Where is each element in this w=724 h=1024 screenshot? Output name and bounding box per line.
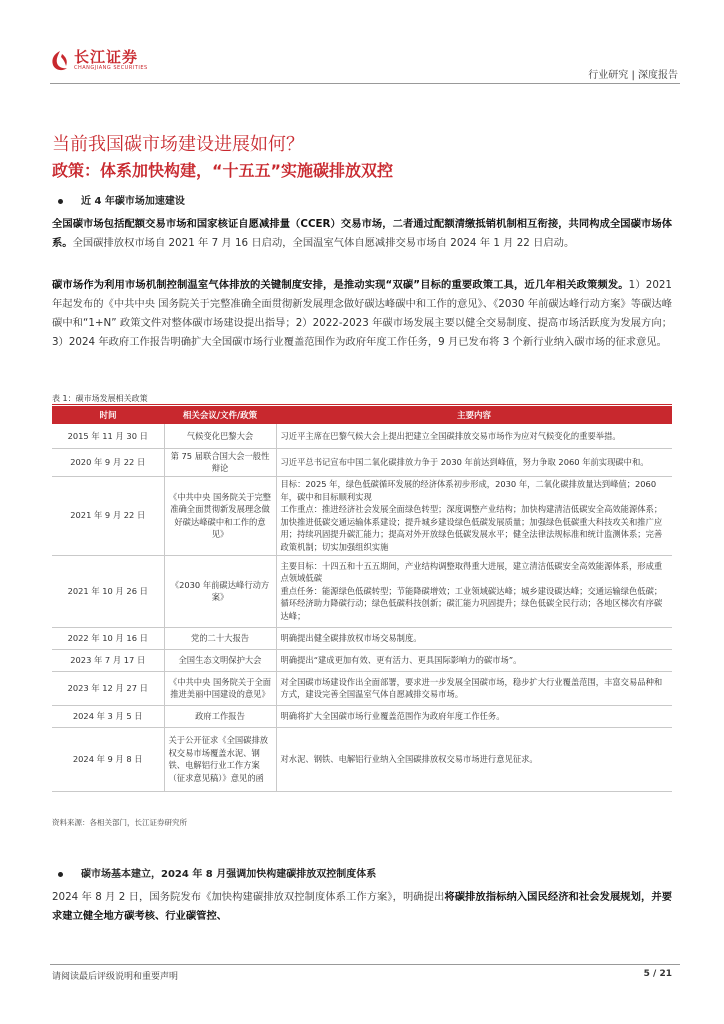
cell-policy: 全国生态文明保护大会 <box>164 649 276 671</box>
paragraph-3-bold-b: 碳排放指标纳入国民经济和社会发展规划，并要求建立健全地方碳考核、行业碳管控、 <box>52 891 673 922</box>
logo-mark-icon <box>50 50 70 72</box>
paragraph-1-text: 全国碳排放权市场自 2021 年 7 月 16 日启动，全国温室气体自愿减排交易市场自 2024 年 1 月 22 日启动。 <box>72 237 575 249</box>
table-row <box>52 627 672 649</box>
cell-policy: 第 75 届联合国大会一般性辩论 <box>164 448 276 476</box>
cell-content: 习近平主席在巴黎气候大会上提出把建立全国碳排放交易市场作为应对气候变化的重要举措。 <box>276 424 672 448</box>
cell-content: 对全国碳市场建设作出全面部署，要求进一步发展全国碳市场，稳步扩大行业覆盖范围，丰富交易品种和方式，建设完善全国温室气体自愿减排交易市场。 <box>276 671 672 705</box>
cell-date: 2024 年 9 月 8 日 <box>52 727 164 791</box>
table-header-row <box>52 406 672 424</box>
cell-date: 2024 年 3 月 5 日 <box>52 705 164 727</box>
cell-content: 习近平总书记宣布中国二氧化碳排放力争于 2030 年前达到峰值，努力争取 2060 年前实现碳中和。 <box>276 448 672 476</box>
policy-table <box>52 406 672 792</box>
footer-divider <box>50 964 680 965</box>
page-title: 当前我国碳市场建设进展如何？ <box>52 134 304 155</box>
table-source: 资料来源：各相关部门，长江证券研究所 <box>52 818 187 827</box>
cell-content: 明确提出健全碳排放权市场交易制度。 <box>276 627 672 649</box>
table-row <box>52 649 672 671</box>
cell-policy: 关于公开征求《全国碳排放权交易市场覆盖水泥、钢铁、电解铝行业工作方案（征求意见稿）》意见的函 <box>164 727 276 791</box>
cell-policy: 《中共中央 国务院关于全面推进美丽中国建设的意见》 <box>164 671 276 705</box>
cell-policy: 政府工作报告 <box>164 705 276 727</box>
header-divider <box>50 83 680 84</box>
table-caption: 表 1：碳市场发展相关政策 <box>52 394 148 403</box>
cell-date: 2015 年 11 月 30 日 <box>52 424 164 448</box>
cell-content: 对水泥、钢铁、电解铝行业纳入全国碳排放权交易市场进行意见征求。 <box>276 727 672 791</box>
paragraph-1 <box>52 215 672 253</box>
cell-content: 明确将扩大全国碳市场行业覆盖范围作为政府年度工作任务。 <box>276 705 672 727</box>
header-policy: 相关会议/文件/政策 <box>164 406 276 424</box>
cell-date: 2020 年 9 月 22 日 <box>52 448 164 476</box>
paragraph-2-bold: 碳市场作为利用市场机制控制温室气体排放的关键制度安排，是推动实现“双碳”目标的重要政策工具，近几年相关政策频发。 <box>52 279 629 291</box>
table-caption-line <box>52 404 672 405</box>
paragraph-1-bold: 全国碳市场包括配额交易市场和国家核证自愿减排量（CCER）交易市场，二者通过配额清缴抵销机制相互衔接，共同构成全国碳市场体系。 <box>52 218 672 249</box>
header-content: 主要内容 <box>276 406 672 424</box>
bullet-dot-icon <box>58 872 63 877</box>
bullet-dot-icon <box>58 199 63 204</box>
paragraph-3 <box>52 888 672 926</box>
table-row <box>52 476 672 555</box>
table-row <box>52 705 672 727</box>
bullet-text: 碳市场基本建立，2024 年 8 月强调加快构建碳排放双控制度体系 <box>81 869 377 880</box>
bullet-text: 近 4 年碳市场加速建设 <box>81 196 185 207</box>
cell-content: 主要目标：十四五和十五五期间，产业结构调整取得重大进展，建立清洁低碳安全高效能源体系，形成重点领域低碳 重点任务：能源绿色低碳转型；节能降碳增效；工业领域碳达峰；城乡建设碳达峰；交通运输绿色低碳；循环经济助力降碳行动；绿色低碳科技创新；碳汇能力巩固提升；绿色低碳全民行动；各地区梯次有序碳达峰； <box>276 555 672 627</box>
cell-content: 目标：2025 年，绿色低碳循环发展的经济体系初步形成，2030 年，二氧化碳排放量达到峰值；2060 年，碳中和目标顺利实现 工作重点：推进经济社会发展全面绿色转型；深度调整产业结构；加快构建清洁低碳安全高效能源体系；加快推进低碳交通运输体系建设；提升城乡建设绿色低碳发展质量；加强绿色低碳重大科技攻关和推广应用；持续巩固提升碳汇能力；提高对外开放绿色低碳发展水平；健全法律法规标准和统计监测体系；完善政策机制；切实加强组织实施 <box>276 476 672 555</box>
table-row <box>52 424 672 448</box>
logo-en: CHANGJIANG SECURITIES <box>74 65 148 71</box>
report-type: 行业研究 | 深度报告 <box>588 70 678 81</box>
table-row <box>52 448 672 476</box>
paragraph-2 <box>52 276 672 352</box>
table-row <box>52 671 672 705</box>
section-bullet-1 <box>58 192 185 207</box>
company-logo <box>50 50 148 72</box>
paragraph-3-text: 2024 年 8 月 2 日，国务院发布《加快构建碳排放双控制度体系工作方案》，明确提出 <box>52 891 445 903</box>
header-date: 时间 <box>52 406 164 424</box>
cell-date: 2021 年 9 月 22 日 <box>52 476 164 555</box>
section-bullet-2 <box>58 865 376 880</box>
logo-cn: 长江证券 <box>74 48 139 66</box>
footer-disclaimer: 请阅读最后评级说明和重要声明 <box>52 972 179 982</box>
cell-date: 2023 年 12 月 27 日 <box>52 671 164 705</box>
table-row <box>52 555 672 627</box>
cell-date: 2023 年 7 月 17 日 <box>52 649 164 671</box>
page-subtitle: 政策：体系加快构建，“十五五”实施碳排放双控 <box>52 161 394 180</box>
cell-policy: 气候变化巴黎大会 <box>164 424 276 448</box>
cell-date: 2021 年 10 月 26 日 <box>52 555 164 627</box>
table-row <box>52 727 672 791</box>
cell-policy: 《2030 年前碳达峰行动方案》 <box>164 555 276 627</box>
cell-policy: 《中共中央 国务院关于完整准确全面贯彻新发展理念做好碳达峰碳中和工作的意见》 <box>164 476 276 555</box>
paragraph-3-bold-a: 将 <box>444 891 455 903</box>
paragraph-2-text: 1）2021 年起发布的《中共中央 国务院关于完整准确全面贯彻新发展理念做好碳达峰碳中和工作的意见》、《2030 年前碳达峰行动方案》等碳达峰碳中和“1+N” 政策文件对整体碳市场建设提出指导；2）2022-2023 年碳市场发展主要以健全交易制度、提高市场活跃度为发展方向；3）2024 年政府工作报告明确扩大全国碳市场行业覆盖范围作为政府年度工作任务，9 月已发布将 3 个新行业纳入碳市场的征求意见。 <box>52 279 672 348</box>
cell-date: 2022 年 10 月 16 日 <box>52 627 164 649</box>
cell-content: 明确提出“建成更加有效、更有活力、更具国际影响力的碳市场”。 <box>276 649 672 671</box>
cell-policy: 党的二十大报告 <box>164 627 276 649</box>
page-header <box>0 0 724 92</box>
page-number: 5 / 21 <box>643 969 672 979</box>
